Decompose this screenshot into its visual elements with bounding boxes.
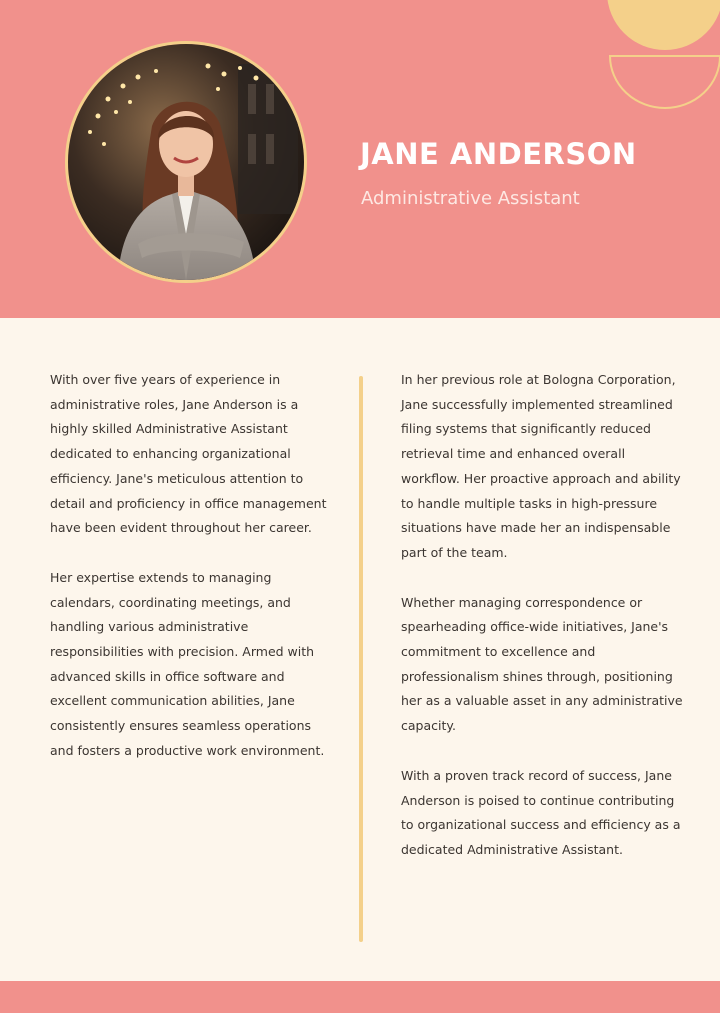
bio-paragraph: Her expertise extends to managing calendars, coordinating meetings, and handling various administrative responsibilities with precision. Armed with advanced skills in office software and excellent communication abilities, Jane consistently ensures seamless operations and fosters a productive work environment. <box>50 569 325 758</box>
footer-band <box>0 981 720 1013</box>
bio-paragraph: With a proven track record of success, Jane Anderson is poised to continue contributing to organizational success and efficiency as a dedicated Administrative Assistant. <box>401 767 681 857</box>
column-divider <box>359 376 363 942</box>
bio-right-column <box>401 368 686 888</box>
bio-paragraph: With over five years of experience in administrative roles, Jane Anderson is a highly skilled Administrative Assistant dedicated to enhancing organizational efficiency. Jane's meticulous attention to detail and proficiency in office management have been evident throughout her career. <box>50 372 327 536</box>
bio-left-column <box>50 368 332 789</box>
bio-paragraph: In her previous role at Bologna Corporation, Jane successfully implemented streamlined filing systems that significantly reduced retrieval time and enhanced overall workflow. Her proactive approach and ability to handle multiple tasks in high-pressure situations have made her an indispensable part of the team. <box>401 372 681 560</box>
profile-name: JANE ANDERSON <box>360 137 637 171</box>
header-banner <box>0 0 720 318</box>
profile-photo <box>65 41 307 283</box>
bio-paragraph: Whether managing correspondence or spearheading office-wide initiatives, Jane's commitment to excellence and professionalism shines through, positioning her as a valuable asset in any administrative capacity. <box>401 594 683 734</box>
profile-role: Administrative Assistant <box>361 188 580 209</box>
